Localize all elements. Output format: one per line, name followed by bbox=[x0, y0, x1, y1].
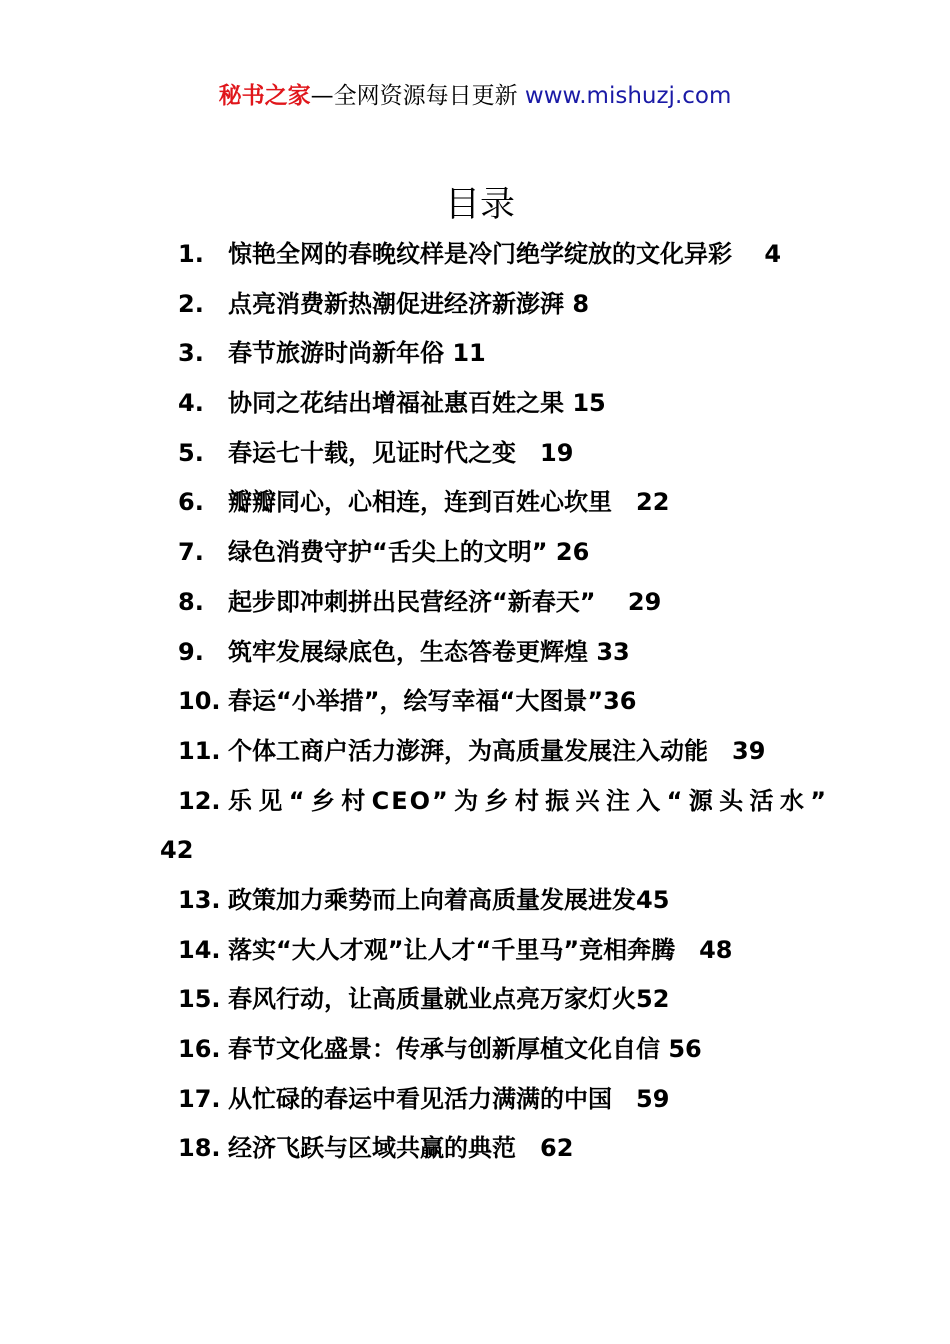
toc-item-text: 绿色消费守护“舌尖上的文明” 26 bbox=[228, 538, 590, 567]
toc-item-text: 落实“大人才观”让人才“千里马”竞相奔腾 48 bbox=[228, 935, 733, 964]
toc-item-number: 7. bbox=[178, 538, 204, 567]
toc-item-text: 乐见“乡村CEO”为乡村振兴注入“源头活水” bbox=[228, 786, 828, 815]
site-link[interactable]: www.mishuzj.com bbox=[524, 83, 732, 109]
toc-item-text: 春节旅游时尚新年俗 11 bbox=[228, 339, 486, 368]
toc-item-text: 春风行动，让高质量就业点亮万家灯火52 bbox=[228, 985, 670, 1014]
toc-item-number: 3. bbox=[178, 339, 204, 368]
toc-item[interactable] bbox=[0, 777, 950, 876]
toc-item-number: 8. bbox=[178, 587, 204, 616]
toc-item-number: 5. bbox=[178, 438, 204, 467]
toc-item-number: 18. bbox=[178, 1134, 221, 1163]
toc-item[interactable] bbox=[0, 1075, 950, 1125]
site-header bbox=[0, 80, 950, 112]
toc-item[interactable] bbox=[0, 280, 950, 330]
toc-item[interactable] bbox=[0, 975, 950, 1025]
toc-item-text: 瓣瓣同心，心相连，连到百姓心坎里 22 bbox=[228, 488, 670, 517]
toc-item-number: 16. bbox=[178, 1035, 221, 1064]
toc-item-text: 筑牢发展绿底色，生态答卷更辉煌 33 bbox=[228, 637, 630, 666]
toc-item-number: 4. bbox=[178, 389, 204, 418]
table-of-contents bbox=[0, 230, 950, 1174]
toc-item-number: 10. bbox=[178, 687, 221, 716]
toc-item-number: 15. bbox=[178, 985, 221, 1014]
toc-item[interactable] bbox=[0, 478, 950, 528]
toc-item-number: 14. bbox=[178, 935, 221, 964]
toc-item-text: 春运“小举措”，绘写幸福“大图景”36 bbox=[228, 687, 637, 716]
toc-item-number: 9. bbox=[178, 637, 204, 666]
toc-item-text: 春运七十载，见证时代之变 19 bbox=[228, 438, 574, 467]
toc-item[interactable] bbox=[0, 1025, 950, 1075]
toc-item[interactable] bbox=[0, 628, 950, 678]
toc-item-number: 2. bbox=[178, 289, 204, 318]
toc-item[interactable] bbox=[0, 578, 950, 628]
toc-item[interactable] bbox=[0, 329, 950, 379]
toc-item[interactable] bbox=[0, 926, 950, 976]
toc-item-number: 11. bbox=[178, 736, 221, 765]
toc-item-text: 政策加力乘势而上向着高质量发展进发45 bbox=[228, 885, 670, 914]
toc-item[interactable] bbox=[0, 677, 950, 727]
brand-name: 秘书之家 bbox=[218, 83, 311, 109]
toc-item-number: 6. bbox=[178, 488, 204, 517]
toc-item[interactable] bbox=[0, 528, 950, 578]
toc-item[interactable] bbox=[0, 727, 950, 777]
toc-item-number: 13. bbox=[178, 885, 221, 914]
toc-item-page: 42 bbox=[160, 836, 194, 865]
toc-item[interactable] bbox=[0, 230, 950, 280]
toc-item-text: 起步即冲刺拼出民营经济“新春天” 29 bbox=[228, 587, 662, 616]
toc-item[interactable] bbox=[0, 876, 950, 926]
toc-item-number: 17. bbox=[178, 1084, 221, 1113]
header-tagline: —全网资源每日更新 bbox=[310, 83, 525, 109]
toc-item[interactable] bbox=[0, 429, 950, 479]
toc-item-text: 惊艳全网的春晚纹样是冷门绝学绽放的文化异彩 4 bbox=[228, 240, 782, 268]
toc-item-number: 12. bbox=[178, 786, 221, 815]
toc-item-text: 个体工商户活力澎湃，为高质量发展注入动能 39 bbox=[228, 736, 766, 765]
toc-item-text: 从忙碌的春运中看见活力满满的中国 59 bbox=[228, 1084, 670, 1113]
toc-item[interactable] bbox=[0, 1124, 950, 1174]
toc-item-text: 春节文化盛景：传承与创新厚植文化自信 56 bbox=[228, 1035, 702, 1064]
toc-title: 目录 bbox=[444, 185, 515, 225]
toc-item-text: 经济飞跃与区域共赢的典范 62 bbox=[228, 1134, 574, 1163]
toc-item-text: 协同之花结出增福祉惠百姓之果 15 bbox=[228, 389, 606, 418]
toc-item-number: 1. bbox=[178, 240, 204, 268]
toc-item-text: 点亮消费新热潮促进经济新澎湃 8 bbox=[228, 289, 590, 318]
toc-item[interactable] bbox=[0, 379, 950, 429]
